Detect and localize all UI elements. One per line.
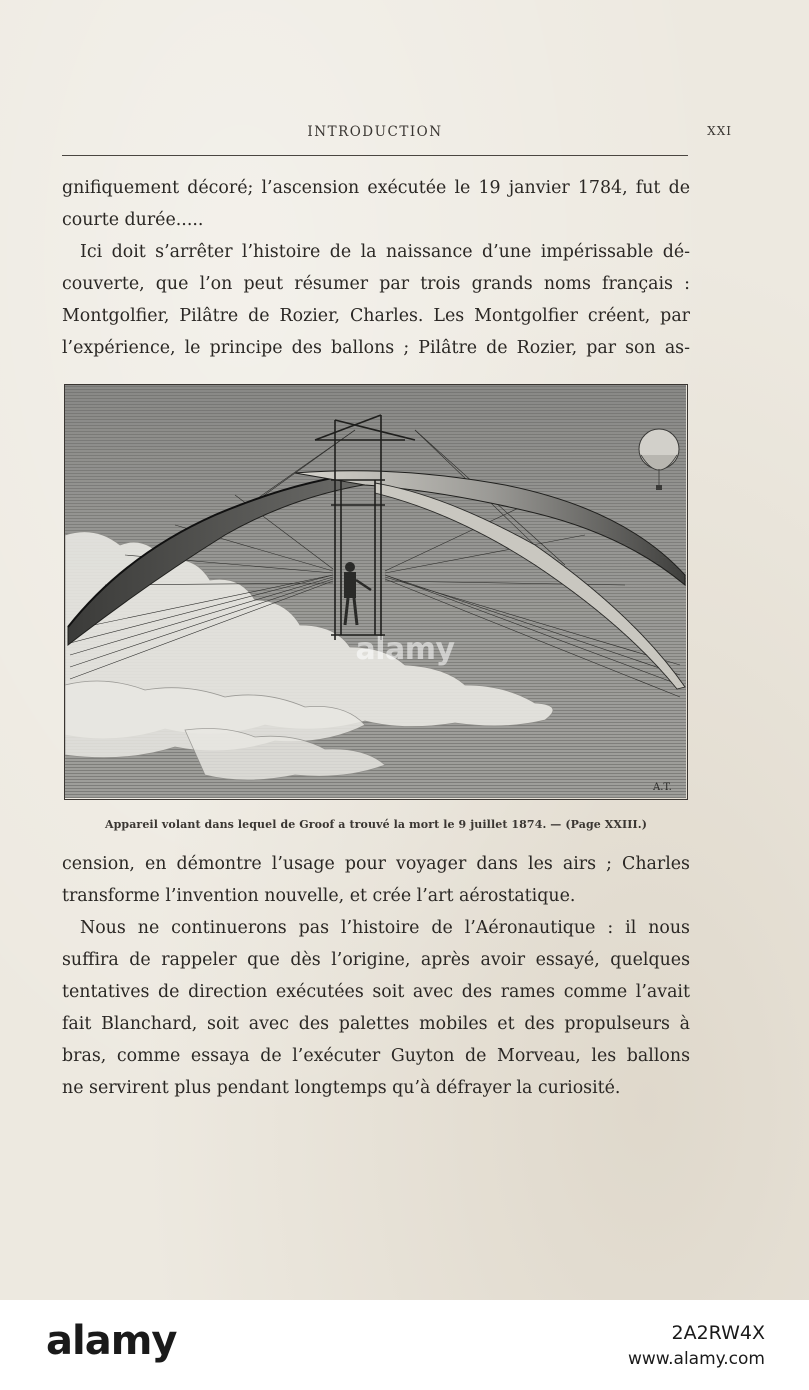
text-line: suffira de rappeler que dès l’origine, après avoir essayé, quelques <box>62 950 690 970</box>
text-line: tentatives de direction exécutées soit avec des rames comme l’avait <box>62 982 690 1002</box>
running-head-title: INTRODUCTION <box>307 124 443 140</box>
stock-image-id: 2A2RW4X <box>671 1322 765 1344</box>
engraver-signature: A.T. <box>653 782 672 793</box>
text-line: courte durée..... <box>62 210 204 230</box>
text-line: transforme l’invention nouvelle, et crée l’art aérostatique. <box>62 886 576 906</box>
text-line: l’expérience, le principe des ballons ; Pilâtre de Rozier, par son as- <box>62 338 690 358</box>
page-number: XXI <box>707 124 732 138</box>
text-line: cension, en démontre l’usage pour voyager dans les airs ; Charles <box>62 854 690 874</box>
paragraph-top <box>62 172 690 236</box>
text-line: Montgolfier, Pilâtre de Rozier, Charles. Les Montgolfier créent, par <box>62 306 690 326</box>
header-rule <box>62 155 688 156</box>
watermark-center: alamy <box>355 632 455 667</box>
text-line: gnifiquement décoré; l’ascension exécutée le 19 janvier 1784, fut de <box>62 178 690 198</box>
figure-caption: Appareil volant dans lequel de Groof a trouvé la mort le 9 juillet 1874. — (Page XXIII.) <box>104 818 647 831</box>
text-line: Ici doit s’arrêter l’histoire de la naissance d’une impérissable dé- <box>80 242 690 262</box>
running-head <box>62 120 732 144</box>
engraving-figure <box>64 384 688 800</box>
text-line: couverte, que l’on peut résumer par trois grands noms français : <box>62 274 690 294</box>
text-line: bras, comme essaya de l’exécuter Guyton de Morveau, les ballons <box>62 1046 690 1066</box>
stock-info <box>628 1320 765 1372</box>
stock-logo: alamy <box>46 1318 177 1364</box>
text-line: Nous ne continuerons pas l’histoire de l’Aéronautique : il nous <box>80 918 690 938</box>
flying-machine-engraving <box>65 385 686 798</box>
text-line: ne servirent plus pendant longtemps qu’à défrayer la curiosité. <box>62 1078 621 1098</box>
stock-footer <box>0 1300 809 1390</box>
text-line: fait Blanchard, soit avec des palettes mobiles et des propulseurs à <box>62 1014 690 1034</box>
stock-url[interactable]: www.alamy.com <box>627 1349 765 1369</box>
paragraph-two <box>62 236 690 364</box>
paragraph-three <box>62 848 690 912</box>
paragraph-four <box>62 912 690 1104</box>
